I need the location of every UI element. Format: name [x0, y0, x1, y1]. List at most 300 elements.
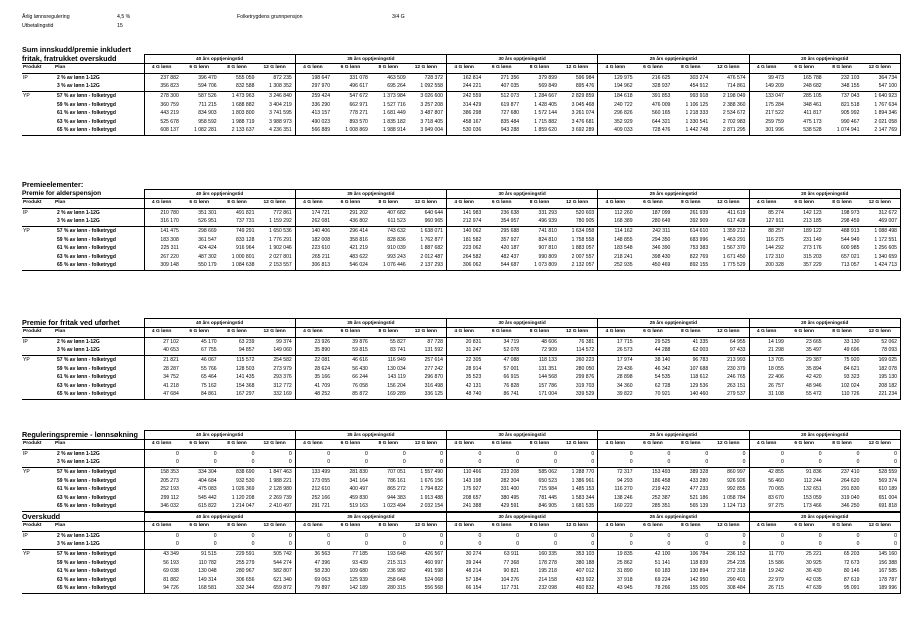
cell-value: 94 857: [238, 347, 255, 354]
table-row: [22, 346, 901, 355]
cell-value: 3 692 289: [560, 126, 598, 135]
cell-value: 223 610: [295, 244, 333, 253]
cell-value: 0: [705, 459, 709, 466]
section-title: Premieelementer:: [22, 180, 84, 189]
cell-value: 252 935: [598, 261, 636, 270]
cell-value: 476 009: [651, 101, 671, 108]
cell-value: 36 430: [806, 568, 822, 575]
cell-value: 31 247: [447, 346, 485, 355]
cell-plan: 2 % av lønn 1-12G: [57, 338, 100, 345]
cell-value: 1 634 058: [560, 227, 598, 236]
cell-value: 0: [447, 540, 485, 549]
cell-value: 277 242: [424, 365, 443, 372]
cell-value: 14 199: [749, 337, 787, 346]
cell-value: 1 082 281: [182, 126, 220, 135]
cell-value: 91 515: [182, 550, 220, 559]
group-header-25-rs-opptjeningstid: 25 års opptjeningstid: [598, 431, 749, 440]
cell-value: 236 152: [711, 550, 749, 559]
column-header-20-rs-opptjeningstid-12-g-l-nn: 12 G lønn: [862, 522, 900, 531]
cell-value: 728 476: [636, 126, 674, 135]
cell-value: 833 128: [236, 236, 255, 243]
cell-value: 279 537: [711, 390, 749, 399]
cell-value: 1 883 057: [571, 245, 595, 252]
group-header-row: [22, 513, 901, 522]
cell-value: 1 074 941: [825, 126, 863, 135]
column-header-40-rs-opptjeningstid-4-g-l-nn: 4 G lønn: [144, 328, 182, 337]
cell-value: 3 246 840: [257, 92, 295, 101]
cell-value: 2 534 672: [722, 110, 746, 117]
cell-value: 39 822: [598, 390, 636, 399]
cell-value: 346 250: [825, 502, 863, 511]
cell-value: 990 467: [841, 118, 860, 125]
column-header-plan: Plan: [45, 522, 144, 531]
column-header-plan: Plan: [45, 328, 144, 337]
table-row: [22, 576, 901, 585]
cell-value: 295 688: [484, 227, 522, 236]
cell-value: 1 124 713: [711, 502, 749, 511]
cell-plan: 2 % av lønn 1-12G: [57, 74, 100, 81]
cell-value: 165 788: [803, 74, 822, 81]
cell-value: 560 165: [651, 110, 671, 117]
cell-value: 88 257: [749, 227, 787, 236]
column-header-40-rs-opptjeningstid-8-g-l-nn: 8 G lønn: [220, 328, 258, 337]
cell-value: 21 821: [144, 356, 182, 365]
cell-value: 0: [742, 450, 746, 457]
cell-value: 22 406: [749, 373, 787, 382]
cell-produkt: YP: [22, 468, 45, 477]
cell-value: 960 965: [424, 218, 443, 225]
group-header-20-rs-opptjeningstid: 20 års opptjeningstid: [749, 319, 901, 328]
cell-value: 2 198 049: [711, 92, 749, 101]
column-header-30-rs-opptjeningstid-8-g-l-nn: 8 G lønn: [522, 522, 560, 531]
cell-produkt: IP: [23, 74, 28, 81]
cell-plan: 65 % av lønn - folketrygd: [45, 390, 144, 399]
cell-value: 711 215: [198, 101, 217, 108]
section-title-area: [22, 430, 144, 439]
cell-value: 0: [591, 450, 595, 457]
group-header-40-rs-opptjeningstid: 40 års opptjeningstid: [144, 190, 295, 199]
cell-value: 76 828: [503, 382, 520, 389]
cell-value: 62 003: [692, 347, 709, 354]
cell-value: 254 582: [257, 356, 295, 365]
cell-value: 23 436: [598, 365, 636, 374]
table-row: [22, 101, 901, 110]
cell-value: 28 914: [447, 365, 485, 374]
cell-value: 298 669: [182, 227, 220, 236]
cell-produkt: [22, 540, 45, 549]
cell-value: 728 372: [424, 74, 443, 81]
cell-value: 221 234: [862, 390, 900, 399]
cell-value: 309 148: [144, 261, 182, 270]
cell-value: 178 787: [862, 576, 900, 585]
cell-value: 35 890: [295, 346, 333, 355]
cell-value: 291 721: [295, 502, 333, 511]
column-header-produkt: Produkt: [22, 199, 45, 208]
column-header-30-rs-opptjeningstid-6-g-l-nn: 6 G lønn: [484, 328, 522, 337]
cell-value: 1 159 292: [269, 218, 292, 225]
table-row: [22, 567, 901, 576]
cell-value: 396 470: [198, 74, 217, 81]
cell-value: 75 162: [201, 382, 217, 389]
cell-value: 280 315: [371, 584, 409, 593]
cell-produkt: YP: [22, 92, 45, 101]
table-block-reguleringspremie-l-nns-kning: [22, 430, 901, 512]
cell-produkt: [22, 494, 45, 503]
cell-value: 512 073: [484, 92, 522, 101]
cell-value: 1 794 822: [420, 486, 443, 493]
cell-value: 116 275: [749, 236, 787, 245]
cell-value: 173 466: [787, 502, 825, 511]
cell-value: 713 057: [825, 261, 863, 270]
cell-value: 336 125: [409, 390, 447, 399]
cell-value: 142 123: [803, 209, 822, 216]
column-header-25-rs-opptjeningstid-12-g-l-nn: 12 G lønn: [711, 328, 749, 337]
column-header-20-rs-opptjeningstid-12-g-l-nn: 12 G lønn: [862, 328, 900, 337]
cell-value: 1 463 291: [722, 236, 746, 243]
cell-value: 30 925: [806, 559, 822, 566]
group-header-30-rs-opptjeningstid: 30 års opptjeningstid: [447, 190, 598, 199]
cell-value: 18 055: [749, 365, 787, 374]
column-header-20-rs-opptjeningstid-8-g-l-nn: 8 G lønn: [825, 522, 863, 531]
cell-value: 2 871 295: [711, 126, 749, 135]
cell-value: 0: [144, 458, 182, 467]
cell-value: 280 050: [575, 365, 595, 372]
cell-value: 1 073 809: [522, 261, 560, 270]
cell-value: 1 373 984: [371, 92, 409, 101]
cell-value: 351 301: [198, 209, 217, 216]
cell-value: 90 821: [503, 568, 520, 575]
cell-value: 63 911: [484, 550, 522, 559]
cell-value: 380 495: [500, 494, 520, 501]
table-row: [22, 227, 901, 236]
cell-value: 707 051: [371, 468, 409, 477]
cell-value: 0: [295, 531, 333, 540]
cell-value: 22 081: [295, 356, 333, 365]
cell-value: 39 244: [447, 559, 485, 568]
cell-value: 34 752: [144, 373, 182, 382]
group-header-20-rs-opptjeningstid: 20 års opptjeningstid: [749, 513, 901, 522]
table-row: [22, 531, 901, 540]
table-row: [22, 261, 901, 270]
cell-value: 621 340: [273, 576, 292, 583]
column-header-20-rs-opptjeningstid-4-g-l-nn: 4 G lønn: [749, 328, 787, 337]
cell-value: 158 353: [144, 468, 182, 477]
cell-value: 20 831: [447, 337, 485, 346]
column-header-30-rs-opptjeningstid-8-g-l-nn: 8 G lønn: [522, 64, 560, 73]
column-header-20-rs-opptjeningstid-4-g-l-nn: 4 G lønn: [749, 199, 787, 208]
cell-value: 132 651: [803, 486, 822, 493]
cell-value: 187 099: [651, 209, 671, 216]
cell-value: 96 783: [673, 356, 711, 365]
cell-value: 488 913: [825, 227, 863, 236]
cell-value: 2 032 154: [409, 502, 447, 511]
cell-value: 78 266: [636, 584, 674, 593]
section-title: Reguleringspremie - lønnsøkning: [22, 430, 138, 439]
group-header-40-rs-opptjeningstid: 40 års opptjeningstid: [144, 431, 295, 440]
cell-produkt: [22, 477, 45, 486]
parameter-row: [22, 13, 902, 22]
cell-value: 26 715: [749, 584, 787, 593]
column-header-25-rs-opptjeningstid-4-g-l-nn: 4 G lønn: [598, 440, 636, 449]
cell-value: 0: [591, 532, 595, 539]
table-row: [22, 118, 901, 127]
cell-value: 1 767 634: [862, 101, 900, 110]
cell-value: 475 173: [803, 118, 822, 125]
payout-period-label: Utbetalingstid: [22, 23, 54, 29]
cell-value: 0: [554, 541, 557, 548]
cell-value: 72 909: [541, 347, 557, 354]
cell-value: 1 527 716: [383, 101, 406, 108]
cell-value: 316 170: [144, 217, 182, 226]
cell-produkt: [22, 373, 45, 382]
cell-value: 11 770: [749, 550, 787, 559]
column-header-35-rs-opptjeningstid-12-g-l-nn: 12 G lønn: [409, 64, 447, 73]
cell-value: 183 308: [144, 236, 182, 245]
cell-value: 1 638 071: [409, 227, 447, 236]
cell-value: 299 112: [144, 494, 182, 503]
cell-value: 280 967: [236, 568, 255, 575]
cell-value: 596 984: [575, 74, 595, 81]
cell-value: 168 389: [598, 217, 636, 226]
cell-value: 0: [251, 459, 255, 466]
column-header-35-rs-opptjeningstid-8-g-l-nn: 8 G lønn: [371, 440, 409, 449]
cell-produkt: [22, 576, 45, 585]
cell-value: 17 974: [598, 356, 636, 365]
cell-produkt: [22, 253, 45, 262]
cell-value: 171 004: [522, 390, 560, 399]
cell-value: 1 092 558: [420, 83, 443, 90]
cell-value: 83 670: [749, 494, 787, 503]
cell-value: 519 163: [333, 502, 371, 511]
table-row: [22, 109, 901, 118]
cell-value: 0: [591, 541, 595, 548]
cell-value: 0: [295, 458, 333, 467]
cell-value: 411 619: [727, 209, 746, 216]
cell-value: 392 909: [689, 218, 709, 225]
cell-value: 550 179: [182, 261, 220, 270]
cell-value: 91 836: [787, 468, 825, 477]
premium-table: [22, 189, 901, 271]
column-header-25-rs-opptjeningstid-6-g-l-nn: 6 G lønn: [636, 199, 674, 208]
cell-value: 144 292: [749, 244, 787, 253]
cell-value: 57 001: [503, 365, 520, 372]
cell-value: 354 957: [500, 218, 520, 225]
cell-value: 346 390: [651, 245, 671, 252]
cell-value: 1 676 156: [420, 477, 443, 484]
cell-value: 59 815: [352, 347, 368, 354]
cell-value: 525 678: [144, 118, 182, 127]
cell-plan: 3 % av lønn 1-12G: [57, 83, 100, 90]
cell-value: 162 814: [447, 73, 485, 82]
cell-value: 0: [862, 531, 900, 540]
cell-value: 0: [365, 450, 368, 457]
cell-value: 0: [705, 541, 709, 548]
cell-value: 822 769: [689, 253, 709, 260]
cell-produkt: IP: [23, 450, 28, 457]
cell-value: 213 993: [711, 356, 749, 365]
section-title: Overskudd: [22, 512, 61, 521]
cell-value: 1 583 344: [571, 494, 595, 501]
cell-value: 87 728: [427, 338, 443, 345]
cell-plan: 3 % av lønn 1-12G: [57, 459, 100, 466]
cell-value: 19 242: [749, 567, 787, 576]
cell-plan: 57 % av lønn - folketrygd: [45, 227, 144, 236]
cell-value: 47 684: [144, 390, 182, 399]
cell-value: 0: [402, 450, 406, 457]
cell-value: 281 830: [333, 468, 371, 477]
cell-value: 786 161: [387, 477, 406, 484]
cell-value: 569 849: [538, 83, 557, 90]
cell-value: 41 218: [144, 382, 182, 391]
column-header-20-rs-opptjeningstid-6-g-l-nn: 6 G lønn: [787, 199, 825, 208]
cell-produkt: YP: [22, 227, 45, 236]
cell-value: 118 612: [690, 374, 709, 381]
cell-value: 2 027 801: [269, 253, 292, 260]
cell-produkt: [22, 390, 45, 399]
table-row: [22, 92, 901, 101]
cell-value: 0: [365, 532, 368, 539]
cell-value: 35 523: [447, 373, 485, 382]
cell-value: 76 381: [578, 338, 595, 345]
cell-plan: 3 % av lønn 1-12G: [57, 218, 100, 225]
cell-value: 195 218: [538, 568, 557, 575]
column-header-30-rs-opptjeningstid-6-g-l-nn: 6 G lønn: [484, 199, 522, 208]
column-header-40-rs-opptjeningstid-8-g-l-nn: 8 G lønn: [220, 522, 258, 531]
cell-value: 255 279: [236, 559, 255, 566]
cell-value: 3 257 208: [420, 101, 443, 108]
cell-value: 219 422: [651, 486, 671, 493]
table-row: [22, 540, 901, 549]
cell-value: 3 404 219: [269, 101, 292, 108]
cell-value: 2 137 293: [409, 261, 447, 270]
cell-value: 65 203: [825, 550, 863, 559]
column-header-25-rs-opptjeningstid-8-g-l-nn: 8 G lønn: [673, 328, 711, 337]
cell-value: 303 274: [689, 74, 709, 81]
cell-value: 0: [856, 459, 860, 466]
cell-value: 0: [667, 459, 671, 466]
cell-value: 46 067: [182, 356, 220, 365]
cell-plan: 61 % av lønn - folketrygd: [57, 568, 116, 575]
cell-value: 1 988 719: [231, 118, 255, 125]
cell-value: 1 847 463: [257, 468, 295, 477]
cell-value: 51 141: [654, 559, 671, 566]
cell-plan: 61 % av lønn - folketrygd: [57, 110, 116, 117]
cell-value: 198 973: [841, 209, 860, 216]
cell-value: 260 223: [560, 356, 598, 365]
column-header-35-rs-opptjeningstid-8-g-l-nn: 8 G lønn: [371, 64, 409, 73]
cell-value: 83 741: [390, 347, 406, 354]
column-header-30-rs-opptjeningstid-8-g-l-nn: 8 G lønn: [522, 199, 560, 208]
cell-value: 895 476: [575, 83, 595, 90]
cell-value: 993 243: [387, 253, 406, 260]
cell-value: 271 356: [500, 74, 520, 81]
cell-value: 129 536: [689, 382, 709, 389]
cell-value: 189 122: [787, 227, 825, 236]
cell-value: 662 971: [349, 101, 368, 108]
column-header-40-rs-opptjeningstid-6-g-l-nn: 6 G lønn: [182, 440, 220, 449]
cell-value: 0: [447, 458, 485, 467]
cell-value: 48 740: [447, 390, 485, 399]
cell-value: 72 317: [598, 468, 636, 477]
salary-regulation-value: 4,5 %: [117, 14, 131, 20]
cell-value: 651 004: [862, 494, 900, 503]
cell-produkt: YP: [22, 550, 45, 559]
cell-value: 0: [251, 541, 255, 548]
cell-value: 236 638: [500, 209, 520, 216]
cell-value: 3 487 807: [420, 110, 443, 117]
cell-plan: 65 % av lønn - folketrygd: [45, 261, 144, 270]
cell-value: 749 291: [220, 227, 258, 236]
cell-value: 4 236 351: [257, 126, 295, 135]
column-header-20-rs-opptjeningstid-8-g-l-nn: 8 G lønn: [825, 328, 863, 337]
cell-value: 1 902 046: [269, 245, 292, 252]
cell-value: 142 950: [689, 576, 709, 583]
table-row: [22, 337, 901, 346]
salary-regulation-label: Årlig lønnsregulering: [22, 14, 70, 20]
cell-value: 48 946: [806, 382, 822, 389]
cell-value: 683 996: [689, 236, 709, 243]
cell-value: 291 830: [841, 486, 860, 493]
cell-value: 565 139: [673, 502, 711, 511]
cell-value: 0: [554, 459, 557, 466]
cell-value: 892 155: [673, 261, 711, 270]
cell-value: 1 715 882: [534, 118, 557, 125]
column-header-25-rs-opptjeningstid-4-g-l-nn: 4 G lønn: [598, 64, 636, 73]
cell-value: 172 310: [749, 253, 787, 262]
table-row: [22, 390, 901, 399]
cell-value: 993 918: [673, 92, 711, 101]
cell-value: 0: [213, 450, 217, 457]
cell-value: 218 241: [598, 253, 636, 262]
cell-value: 1 218 333: [685, 110, 709, 117]
cell-value: 264 620: [841, 477, 860, 484]
cell-value: 280 649: [651, 218, 671, 225]
table-block-premieelementer: [22, 180, 901, 271]
cell-value: 128 503: [236, 365, 255, 372]
column-header-30-rs-opptjeningstid-4-g-l-nn: 4 G lønn: [447, 199, 485, 208]
cell-value: 296 870: [424, 374, 443, 381]
cell-value: 127 911: [749, 217, 787, 226]
cell-value: 291 202: [349, 209, 368, 216]
cell-value: 34 360: [598, 382, 636, 391]
cell-value: 0: [598, 531, 636, 540]
cell-value: 93 439: [352, 559, 368, 566]
cell-value: 237 882: [144, 73, 182, 82]
cell-value: 21 298: [749, 346, 787, 355]
cell-value: 301 996: [749, 126, 787, 135]
table-block-sum-innskudd-premie-inkludert: [22, 45, 901, 136]
cell-value: 650 523: [538, 477, 557, 484]
column-header-35-rs-opptjeningstid-4-g-l-nn: 4 G lønn: [295, 328, 333, 337]
cell-value: 106 784: [673, 550, 711, 559]
cell-value: 63 239: [238, 338, 255, 345]
group-header-40-rs-opptjeningstid: 40 års opptjeningstid: [144, 319, 295, 328]
cell-value: 932 530: [236, 477, 255, 484]
cell-value: 610 189: [862, 485, 900, 494]
cell-value: 31 108: [749, 390, 787, 399]
cell-value: 217 522: [749, 109, 787, 118]
premium-table: [22, 512, 901, 594]
group-header-25-rs-opptjeningstid: 25 års opptjeningstid: [598, 190, 749, 199]
cell-value: 285 105: [787, 92, 825, 101]
cell-value: 214 158: [538, 576, 557, 583]
cell-value: 65 464: [201, 374, 217, 381]
cell-plan: 59 % av lønn - folketrygd: [57, 365, 116, 372]
cell-value: 186 458: [651, 477, 671, 484]
cell-value: 118 839: [690, 559, 709, 566]
cell-value: 781 445: [538, 494, 557, 501]
cell-value: 893 570: [349, 118, 368, 125]
